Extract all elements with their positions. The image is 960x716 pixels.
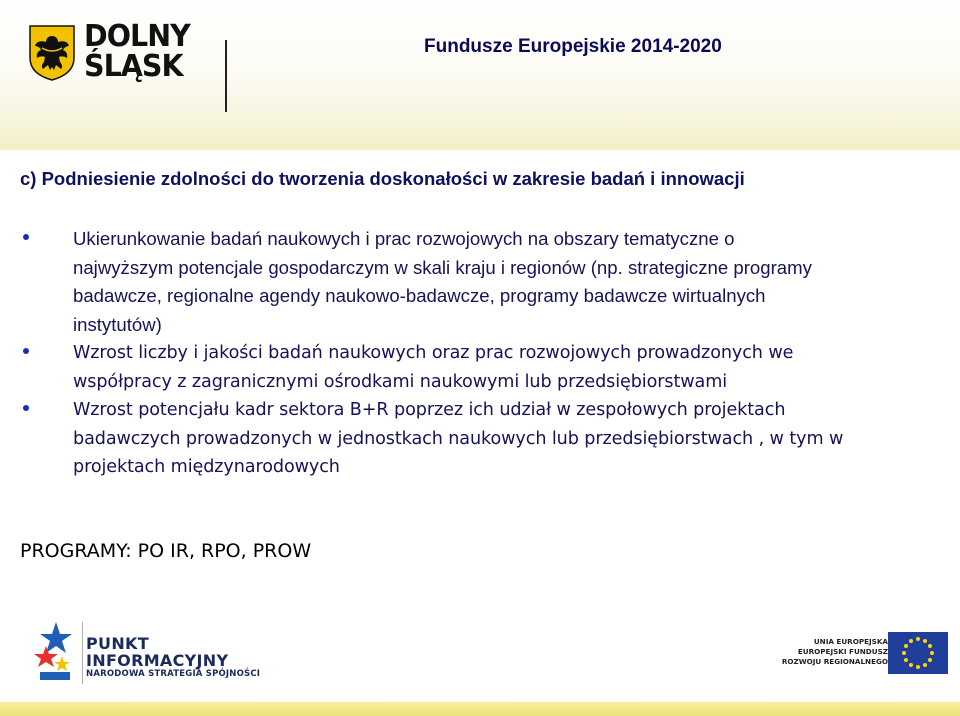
punkt-informacyjny-logo [28, 618, 261, 688]
bullet-line: najwyższym potencjale gospodarczym w skali kraju i regionów (np. strategiczne programy [73, 256, 812, 278]
bullet-line: badawczych prowadzonych w jednostkach naukowych lub przedsiębiorstwach , w tym w [73, 428, 844, 449]
eu-line-3: ROZWOJU REGIONALNEGO [781, 657, 888, 666]
punkt-line-3: NARODOWA STRATEGIA SPÓJNOŚCI [86, 669, 261, 679]
bullet-line: Ukierunkowanie badań naukowych i prac rozwojowych na obszary tematyczne o [73, 228, 735, 249]
page-title: Fundusze Europejskie 2014-2020 [424, 36, 722, 57]
bullet-line: instytutów) [73, 313, 162, 335]
eu-line-1: UNIA EUROPEJSKA [813, 637, 888, 646]
bullet-line: badawcze, regionalne agendy naukowo-badawcze, programy badawcze wirtualnych [73, 285, 766, 306]
eu-text [782, 637, 888, 667]
brand-line-2: ŚLĄSK [84, 49, 183, 84]
dolny-slask-logo [22, 18, 212, 98]
bottom-strip [0, 702, 960, 716]
programs-line: PROGRAMY: PO IR, RPO, PROW [20, 540, 312, 562]
bullet-item [20, 396, 950, 482]
bullet-item [20, 339, 950, 396]
brand-divider [225, 40, 227, 112]
punkt-line-2: INFORMACYJNY [86, 651, 229, 670]
bullet-line: Wzrost liczby i jakości badań naukowych oraz prac rozwojowych prowadzonych we [73, 343, 794, 363]
bullet-line: projektach międzynarodowych [73, 457, 340, 477]
eu-flag-icon [888, 632, 948, 674]
eu-line-2: EUROPEJSKI FUNDUSZ [797, 647, 888, 656]
section-heading: c) Podniesienie zdolności do tworzenia doskonałości w zakresie badań i innowacji [20, 168, 745, 189]
nss-star-icon [32, 620, 76, 684]
bullet-dot-icon [23, 348, 29, 354]
bullet-line: współpracy z zagranicznymi ośrodkami naukowymi lub przedsiębiorstwami [73, 371, 728, 392]
bullet-dot-icon [23, 234, 29, 240]
punkt-divider [82, 622, 83, 684]
eu-fund-logo [780, 630, 950, 678]
punkt-line-1: PUNKT [86, 634, 149, 653]
bullet-list [20, 225, 950, 482]
brand-line-1: DOLNY [84, 19, 190, 54]
bullet-line: Wzrost potencjału kadr sektora B+R poprzez ich udział w zespołowych projektach [73, 400, 786, 420]
bullet-item [20, 225, 950, 339]
bullet-dot-icon [23, 405, 29, 411]
silesia-eagle-crest-icon [28, 24, 76, 82]
